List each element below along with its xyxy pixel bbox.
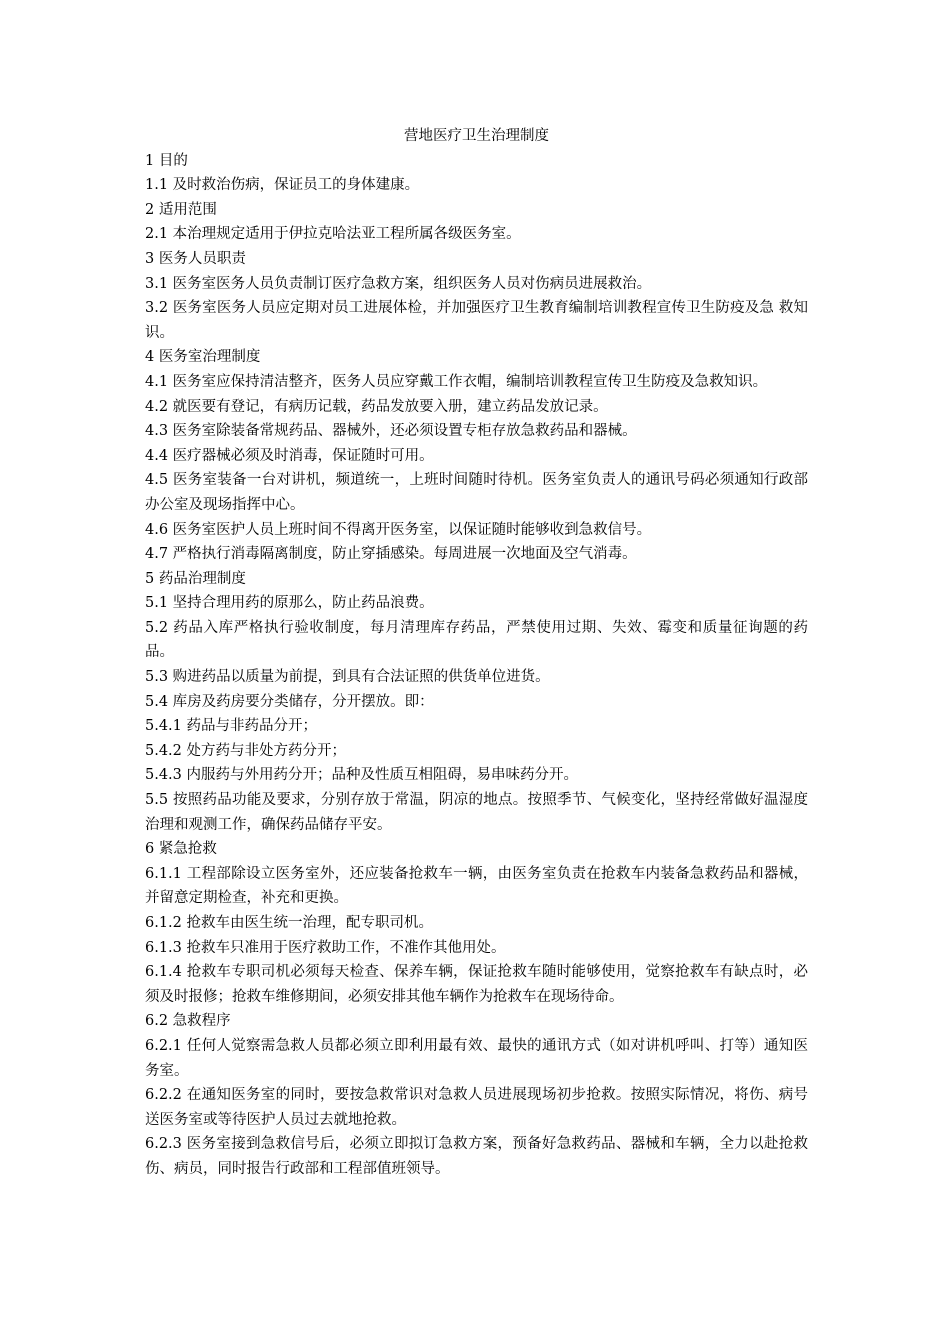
paragraph: 4.6 医务室医护人员上班时间不得离开医务室，以保证随时能够收到急救信号。	[145, 521, 652, 538]
paragraph: 4.4 医疗器械必须及时消毒，保证随时可用。	[145, 447, 434, 464]
paragraph: 4.3 医务室除装备常规药品、器械外，还必须设置专柜存放急救药品和器械。	[145, 423, 637, 440]
paragraph: 4.7 严格执行消毒隔离制度，防止穿插感染。每周进展一次地面及空气消毒。	[145, 546, 637, 563]
paragraph: 5.4.3 内服药与外用药分开；品种及性质互相阻碍，易串味药分开。	[145, 767, 579, 784]
paragraph: 4.2 就医要有登记，有病历记载，药品发放要入册，建立药品发放记录。	[145, 398, 608, 415]
section-heading-clinic-rules: 4 医务室治理制度	[145, 349, 261, 366]
paragraph: 4.1 医务室应保持清洁整齐，医务人员应穿戴工作衣帽，编制培训教程宣传卫生防疫及急救知识。	[145, 373, 768, 390]
paragraph: 6.1.1 工程部除设立医务室外，还应装备抢救车一辆，由医务室负责在抢救车内装备急救药品和器械，并留意定期检查，补充和更换。	[145, 865, 808, 907]
paragraph: 3.1 医务室医务人员负责制订医疗急救方案，组织医务人员对伤病员进展救治。	[145, 275, 652, 292]
section-heading-duties: 3 医务人员职责	[145, 250, 246, 267]
paragraph: 6.2.3 医务室接到急救信号后，必须立即拟订急救方案，预备好急救药品、器械和车辆，全力以赴抢救伤、病员，同时报告行政部和工程部值班领导。	[145, 1136, 808, 1177]
paragraph: 5.4.1 药品与非药品分开；	[145, 718, 318, 735]
paragraph: 6.1.3 抢救车只准用于医疗救助工作，不准作其他用处。	[145, 939, 506, 956]
paragraph: 2.1 本治理规定适用于伊拉克哈法亚工程所属各级医务室。	[145, 226, 521, 243]
paragraph: 6.2.2 在通知医务室的同时，要按急救常识对急救人员进展现场初步抢救。按照实际情况，将伤、病号送医务室或等待医护人员过去就地抢救。	[145, 1087, 808, 1128]
section-heading-scope: 2 适用范围	[145, 201, 217, 218]
paragraph: 5.3 购进药品以质量为前提，到具有合法证照的供货单位进货。	[145, 669, 550, 686]
section-heading-drug-rules: 5 药品治理制度	[145, 570, 246, 587]
paragraph: 6.1.4 抢救车专职司机必须每天检查、保养车辆，保证抢救车随时能够使用，觉察抢救车有缺点时，必须及时报修；抢救车维修期间，必须安排其他车辆作为抢救车在现场待命。	[145, 964, 808, 1005]
document-page	[145, 124, 808, 1182]
paragraph: 5.4.2 处方药与非处方药分开；	[145, 742, 347, 759]
paragraph: 5.5 按照药品功能及要求，分别存放于常温，阴凉的地点。按照季节、气候变化，坚持经常做好温湿度治理和观测工作，确保药品储存平安。	[145, 792, 808, 833]
paragraph: 5.1 坚持合理用药的原那么，防止药品浪费。	[145, 595, 434, 612]
document-title: 营地医疗卫生治理制度	[404, 128, 549, 144]
section-heading-emergency-procedure: 6.2 急救程序	[145, 1013, 231, 1030]
paragraph: 6.1.2 抢救车由医生统一治理，配专职司机。	[145, 915, 434, 931]
paragraph: 3.2 医务室医务人员应定期对员工进展体检，并加强医疗卫生教育编制培训教程宣传卫生防疫及急 救知识。	[145, 300, 808, 341]
paragraph: 4.5 医务室装备一台对讲机，频道统一，上班时间随时待机。医务室负责人的通讯号码必须通知行政部办公室及现场指挥中心。	[145, 472, 808, 513]
paragraph: 6.2.1 任何人觉察需急救人员都必须立即利用最有效、最快的通讯方式（如对讲机呼叫、打等）通知医务室。	[145, 1037, 808, 1079]
section-heading-purpose: 1 目的	[145, 152, 188, 169]
section-heading-emergency: 6 紧急抢救	[145, 841, 217, 858]
paragraph: 5.4 库房及药房要分类储存，分开摆放。即：	[145, 693, 434, 710]
paragraph: 1.1 及时救治伤病，保证员工的身体建康。	[145, 177, 420, 194]
paragraph: 5.2 药品入库严格执行验收制度，每月清理库存药品，严禁使用过期、失效、霉变和质量征询题的药品。	[145, 619, 808, 661]
